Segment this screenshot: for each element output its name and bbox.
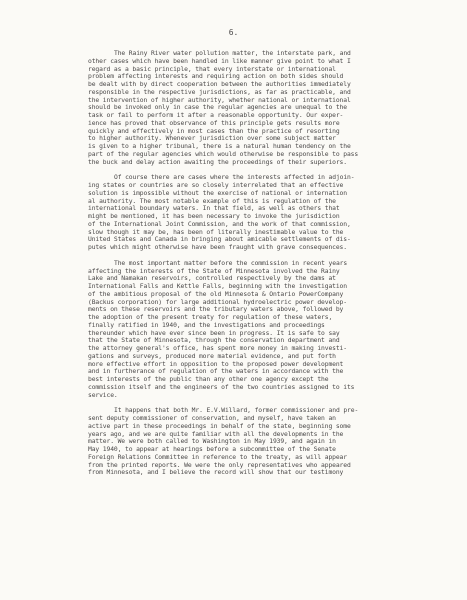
text-line: and in furtherance of regulation of the waters in accordance with the	[88, 368, 344, 376]
text-line: matter. We were both called to Washington in May 1939, and again in	[88, 438, 336, 446]
text-line: thereunder which have ever since been in progress. It is safe to say	[88, 329, 340, 337]
text-line: responsible in the respective jurisdictions, as far as practicable, and	[88, 88, 351, 96]
text-line: finally ratified in 1940, and the investigations and proceedings	[88, 321, 325, 329]
text-line: The Rainy River water pollution matter, the interstate park, and	[114, 50, 351, 57]
text-line: to higher authority. Whenever jurisdiction over some subject matter	[88, 135, 336, 143]
text-line: United States and Canada in bringing about amicable settlements of dis-	[88, 236, 351, 244]
text-line: more effective effort in opposition to the proposed power development	[88, 360, 344, 368]
text-line: solution is impossible without the exercise of national or internation	[88, 189, 347, 197]
text-line: gations and surveys, produced more material evidence, and put forth	[88, 352, 336, 360]
text-line: Of course there are cases where the interests affected in adjoin-	[114, 174, 355, 182]
text-line: ing states or countries are so closely interrelated that an effective	[88, 182, 344, 189]
text-line: is given to a higher tribunal, there is a natural human tendency on the	[88, 143, 351, 150]
text-line: service.	[88, 391, 118, 399]
paragraph-4	[88, 407, 449, 477]
text-line: commission itself and the engineers of the two countries assigned to its	[88, 383, 355, 391]
text-line: regard as a basic principle, that every interstate or international	[88, 65, 336, 73]
page-number: 6.	[228, 28, 239, 37]
text-line: affecting the interests of the State of Minnesota involved the Rainy	[88, 267, 340, 275]
text-line: the intervention of higher authority, whether national or international	[88, 96, 351, 104]
text-line: might be mentioned, it has been necessary to invoke the jurisdiction	[88, 213, 340, 220]
text-line: problem affecting interests and requiring action on both sides should	[88, 73, 344, 81]
paragraph-2	[88, 174, 449, 252]
text-line: (Backus corporation) for large additional hydroelectric power develop-	[88, 298, 347, 306]
text-line: sent deputy commissioner of conservation, and myself, have taken an	[88, 415, 336, 422]
paragraph-1	[88, 50, 449, 166]
text-line: quickly and effectively in most cases than the practice of resorting	[88, 127, 340, 135]
paragraph-3	[88, 260, 449, 400]
text-line: the attorney general's office, has spent more money in making investi-	[88, 345, 347, 352]
text-line: ments on these reservoirs and the tributary waters above, followed by	[88, 306, 344, 314]
text-line: should be invoked only in case the regular agencies are unequal to the	[88, 104, 347, 112]
text-line: of the International Joint Commission, and the work of that commission,	[88, 220, 351, 228]
text-line: International Falls and Kettle Falls, beginning with the investigation	[88, 283, 347, 290]
text-line: from Minnesota, and I believe the record will show that our testimony	[88, 469, 344, 477]
text-line: international boundary waters. In that field, as well as others that	[88, 205, 340, 213]
text-line: putes which might otherwise have been fraught with grave consequences.	[88, 244, 347, 251]
text-line: ience has proved that observance of this principle gets results more	[88, 119, 340, 127]
text-line: years ago, and we are quite familiar with all the developments in the	[88, 430, 344, 438]
text-line: May 1940, to appear at hearings before a subcommittee of the Senate	[88, 446, 336, 453]
text-line: part of the regular agencies which would otherwise be responsible to pass	[88, 150, 359, 158]
text-line: slow though it may be, has been of literally inestimable value to the	[88, 228, 344, 236]
text-line: that the State of Minnesota, through the conservation department and	[88, 337, 340, 345]
text-line: best interests of the public than any other one agency except the	[88, 376, 329, 383]
text-line: be dealt with by direct cooperation between the authorities immediately	[88, 81, 351, 88]
text-line: al authority. The most notable example of this is regulation of the	[88, 197, 336, 205]
text-line: task or fail to perform it after a reasonable opportunity. Our exper-	[88, 112, 344, 119]
text-line: other cases which have been handled in like manner give point to what I	[88, 57, 351, 65]
text-line: The most important matter before the commission in recent years	[114, 259, 348, 267]
text-line: Lake and Namakan reservoirs, controlled respectively by the dams at	[88, 275, 336, 283]
text-line: the adoption of the present treaty for regulation of these waters,	[88, 314, 333, 321]
text-line: active part in these proceedings in behalf of the state, beginning some	[88, 422, 351, 430]
text-line: from the printed reports. We were the only representatives who appeared	[88, 461, 351, 469]
text-line: It happens that both Mr. E.V.Willard, former commissioner and pre-	[114, 407, 359, 415]
text-line: the buck and delay action awaiting the proceedings of their superiors.	[88, 158, 347, 166]
text-line: Foreign Relations Committee in reference to the treaty, as will appear	[88, 453, 347, 461]
text-line: of the ambitious proposal of the old Minnesota & Ontario PowerCompany	[88, 290, 344, 298]
